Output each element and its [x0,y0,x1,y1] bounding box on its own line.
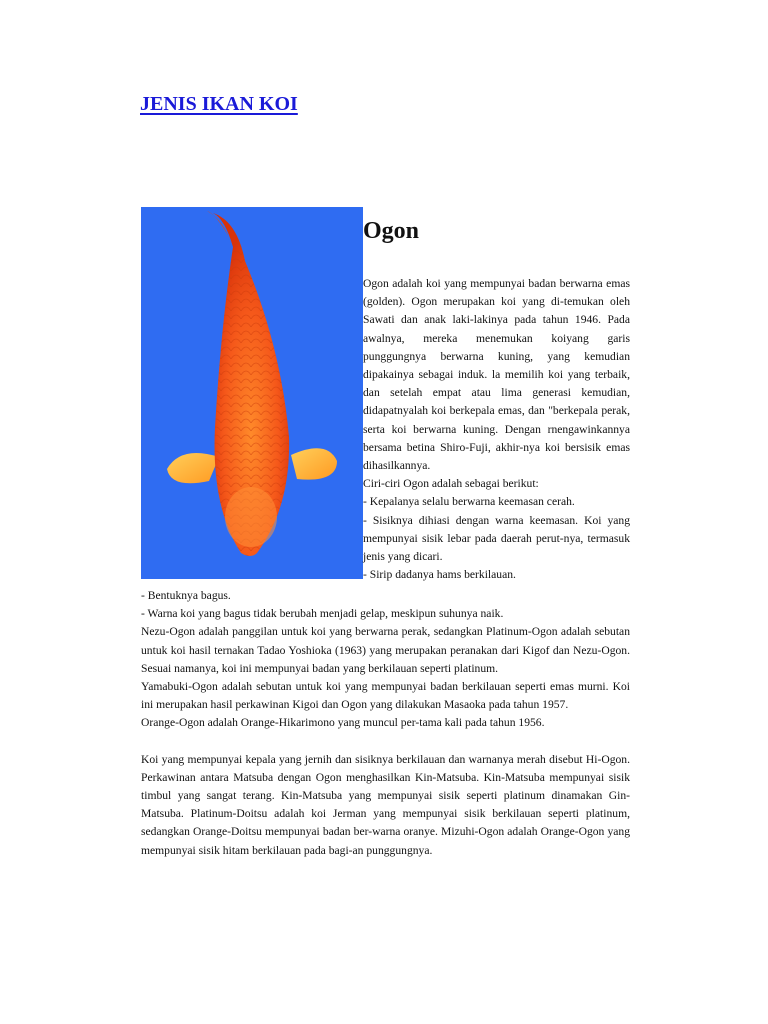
koi-fish-image [141,207,363,579]
list-item: - Warna koi yang bagus tidak berubah menjadi gelap, meskipun suhunya naik. [141,607,504,621]
list-item: - Sirip dadanya hams berkilauan. [363,568,516,582]
paragraph-yamabuki-ogon: Yamabuki-Ogon adalah sebutan untuk koi yang mempunyai badan berkilauan seperti emas murni. Koi ini merupakan hasil perkawinan Kigoi dan Ogon yang dilakukan Masaoka pada tahun 1957. [141,680,630,712]
paragraph-nezu-ogon: Nezu-Ogon adalah panggilan untuk koi yang berwarna perak, sedangkan Platinum-Ogon adalah sebutan untuk koi hasil ternakan Tadao Yoshioka (1963) yang merupakan peranakan dari Kigof dan Nezu-Ogon. Sesuai namanya, koi ini mempunyai badan yang berkilauan seperti platinum. [141,625,630,675]
full-width-text [141,587,630,860]
list-item: - Bentuknya bagus. [141,589,231,602]
paragraph-orange-ogon: Orange-Ogon adalah Orange-Hikarimono yang muncul per-tama kali pada tahun 1956. [141,716,545,730]
side-column-text [363,275,630,584]
list-item: - Kepalanya selalu berwarna keemasan cerah. [363,495,575,509]
koi-fish-illustration [141,207,363,579]
page-title: JENIS IKAN KOI [140,93,298,115]
list-intro: Ciri-ciri Ogon adalah sebagai berikut: [363,477,539,491]
section-heading: Ogon [363,218,420,244]
paragraph-ogon-intro: Ogon adalah koi yang mempunyai badan berwarna emas (golden). Ogon merupakan koi yang di-temukan oleh Sawati dan anak laki-lakinya pada tahun 1946. Pada awalnya, mereka menemukan koiyang garis punggungnya berwarna kuning, yang kemudian dipakainya sebagai induk. la memilih koi yang terbaik, dan setelah empat atau lima generasi kemudian, didapatnyalah koi berkepala emas, dan "berkepala perak, serta koi berwarna kuning. Dengan rnengawinkannya bersama betina Shiro-Fuji, akhir-nya koi bersisik emas dihasilkannya. [363,277,630,473]
paragraph-hi-ogon: Koi yang mempunyai kepala yang jernih dan sisiknya berkilauan dan warnanya merah disebut Hi-Ogon. Perkawinan antara Matsuba dengan Ogon menghasilkan Kin-Matsuba. Kin-Matsuba mempunyai sisik timbul yang sangat terang. Kin-Matsuba yang mempunyai sisik seperti platinum dinamakan Gin-Matsuba. Platinum-Doitsu adalah koi Jerman yang mempunyai sisik berkilauan seperti platinum, sedangkan Orange-Doitsu mempunyai badan ber-warna oranye. Mizuhi-Ogon adalah Orange-Ogon yang mempunyai sisik hitam berkilauan pada bagi-an punggungnya. [141,752,630,857]
list-item: - Sisiknya dihiasi dengan warna keemasan. Koi yang mempunyai sisik lebar pada daerah perut-nya, termasuk jenis yang dicari. [363,513,630,564]
